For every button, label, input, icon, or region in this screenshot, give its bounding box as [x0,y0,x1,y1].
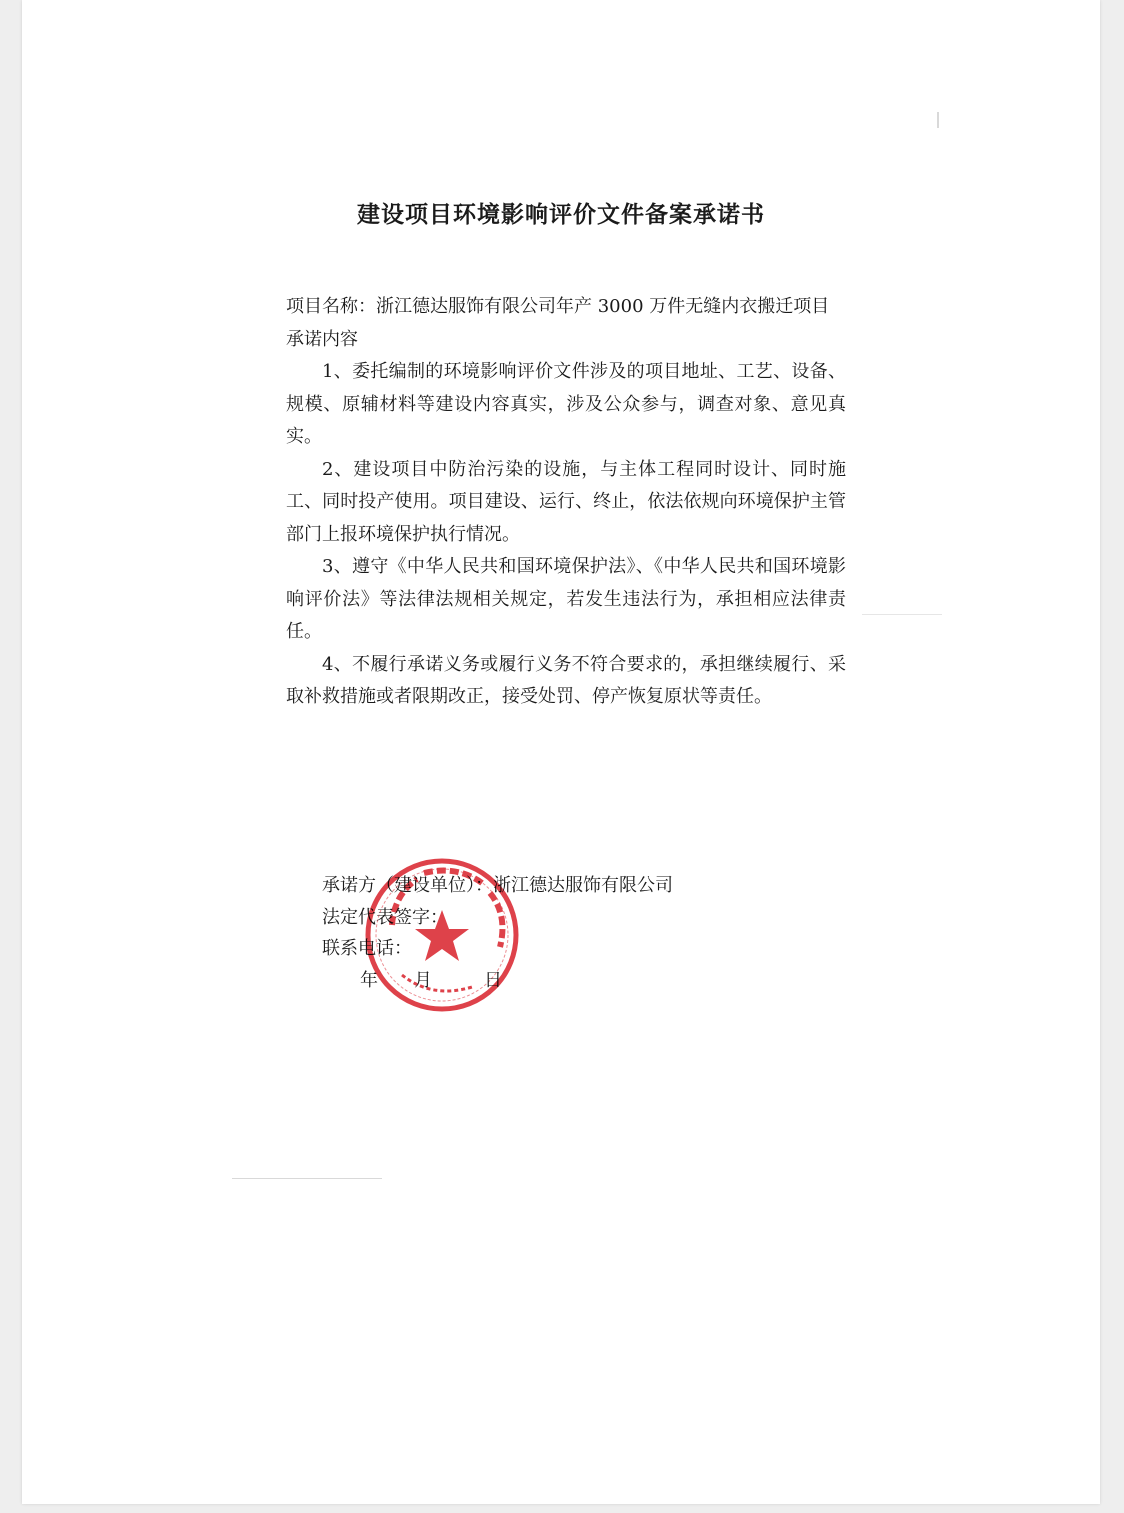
commitment-item-4: 4、不履行承诺义务或履行义务不符合要求的，承担继续履行、采取补救措施或者限期改正，接受处罚、停产恢复原状等责任。 [286,653,846,707]
legal-representative-line: 法定代表签字： [322,906,448,928]
document-title: 建设项目环境影响评价文件备案承诺书 [357,201,765,228]
date-day: 日 [484,969,502,991]
star-icon [415,910,469,961]
promisor-line: 承诺方（建设单位）：浙江德达服饰有限公司 [322,875,673,896]
document-page [22,0,1100,1504]
project-name-line: 项目名称：浙江德达服饰有限公司年产 3000 万件无缝内衣搬迁项目 [286,296,830,317]
date-month: 月 [414,969,432,991]
commitment-item-3: 3、遵守《中华人民共和国环境保护法》、《中华人民共和国环境影响评价法》等法律法规相关规定，若发生违法行为，承担相应法律责任。 [286,556,846,642]
commitment-item-1: 1、委托编制的环境影响评价文件涉及的项目地址、工艺、设备、规模、原辅材料等建设内容真实，涉及公众参与，调查对象、意见真实。 [286,361,846,447]
scan-line-right [862,614,942,615]
section-heading: 承诺内容 [286,328,358,350]
scan-line-top [937,112,939,128]
document-body [286,291,846,714]
scan-line-bottom [232,1178,382,1179]
contact-phone-line: 联系电话： [322,938,412,959]
date-year: 年 [360,969,378,991]
company-seal [362,855,522,1015]
commitment-item-2: 2、建设项目中防治污染的设施，与主体工程同时设计、同时施工、同时投产使用。项目建设、运行、终止，依法依规向环境保护主管部门上报环境保护执行情况。 [286,458,846,545]
